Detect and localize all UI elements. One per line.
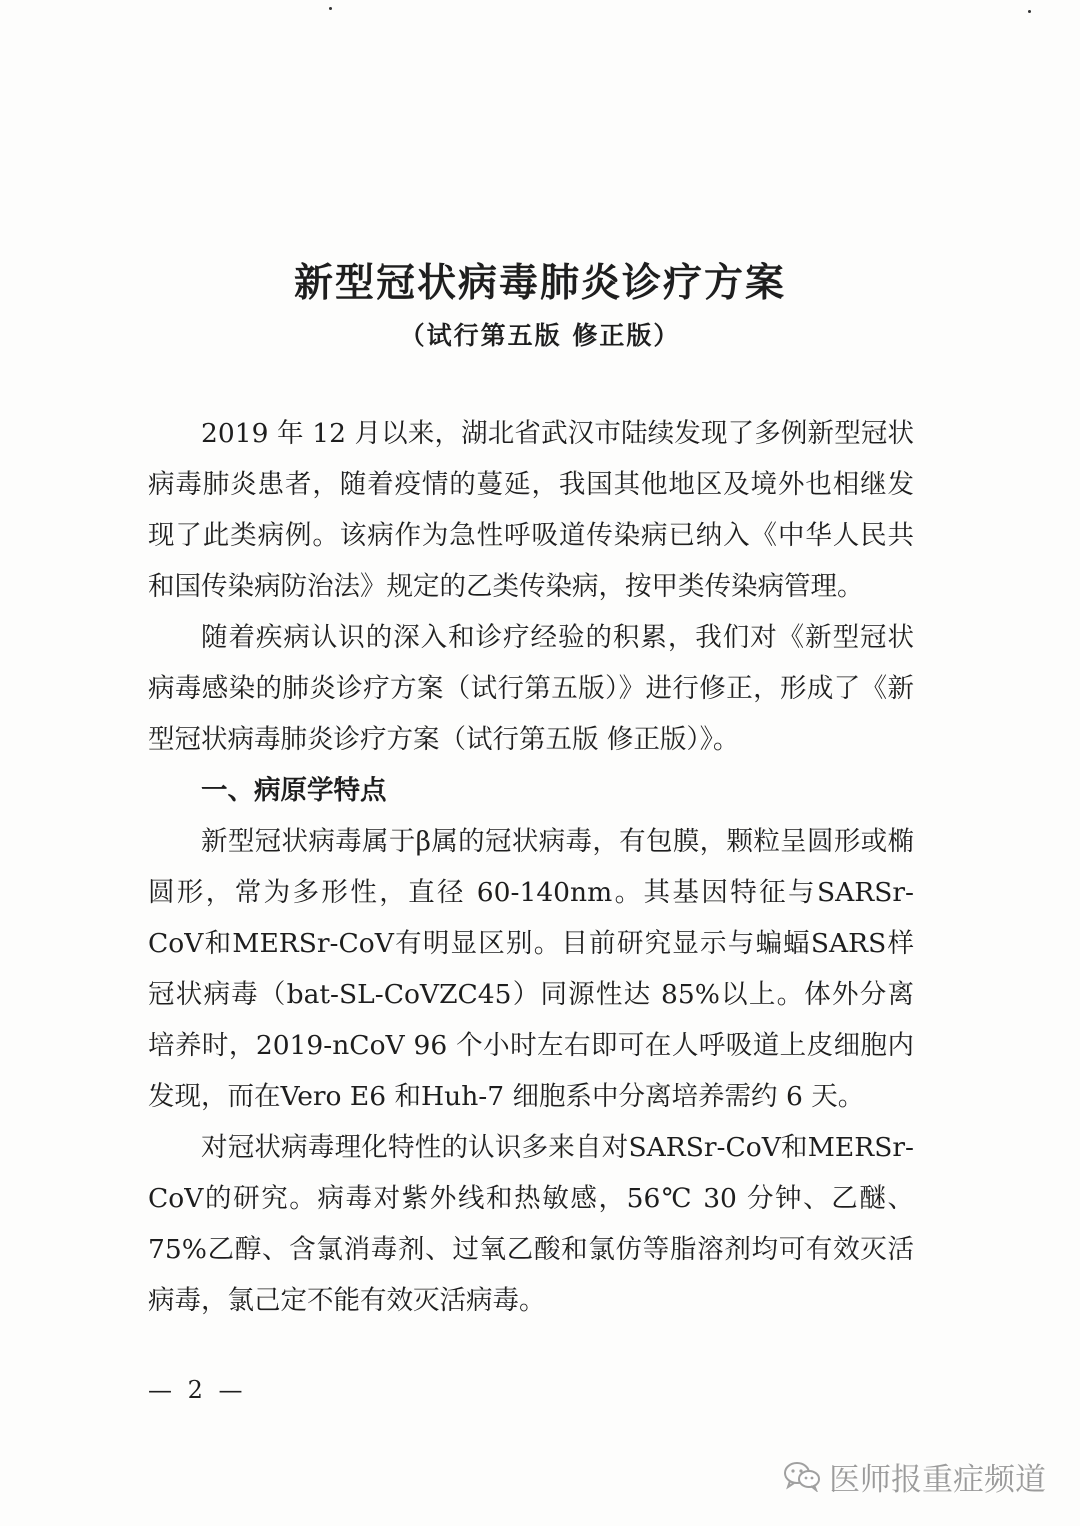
intro-paragraph: 随着疾病认识的深入和诊疗经验的积累，我们对《新型冠状病毒感染的肺炎诊疗方案（试行第五版）》进行修正，形成了《新型冠状病毒肺炎诊疗方案（试行第五版 修正版）》。 <box>148 622 914 755</box>
scan-speck <box>1028 10 1031 13</box>
document-body <box>148 408 914 1326</box>
section-paragraph: 新型冠状病毒属于β属的冠状病毒，有包膜，颗粒呈圆形或椭圆形，常为多形性，直径 60-140nm。其基因特征与SARSr-CoV和MERSr-CoV有明显区别。目前研究显示与蝙蝠SARS样冠状病毒（bat-SL-CoVZC45）同源性达 85%以上。体外分离培养时，2019-nCoV 96 个小时左右即可在人呼吸道上皮细胞内发现，而在Vero E6 和Huh-7 细胞系中分离培养需约 6 天。 <box>148 826 914 1112</box>
watermark-text: 医师报重症频道 <box>829 1461 1046 1498</box>
page-number: — 2 — <box>148 1376 247 1404</box>
section-paragraph: 对冠状病毒理化特性的认识多来自对SARSr-CoV和MERSr-CoV的研究。病毒对紫外线和热敏感，56℃ 30 分钟、乙醚、75%乙醇、含氯消毒剂、过氧乙酸和氯仿等脂溶剂均可有效灭活病毒，氯己定不能有效灭活病毒。 <box>148 1132 914 1316</box>
watermark <box>783 1456 1046 1496</box>
scan-speck <box>329 7 332 10</box>
document-subtitle: （试行第五版 修正版） <box>399 321 681 350</box>
wechat-icon <box>783 1460 821 1492</box>
section-heading: 一、病原学特点 <box>201 775 387 806</box>
intro-paragraph: 2019 年 12 月以来，湖北省武汉市陆续发现了多例新型冠状病毒肺炎患者，随着疫情的蔓延，我国其他地区及境外也相继发现了此类病例。该病作为急性呼吸道传染病已纳入《中华人民共和国传染病防治法》规定的乙类传染病，按甲类传染病管理。 <box>148 418 914 602</box>
document-title: 新型冠状病毒肺炎诊疗方案 <box>293 261 786 306</box>
